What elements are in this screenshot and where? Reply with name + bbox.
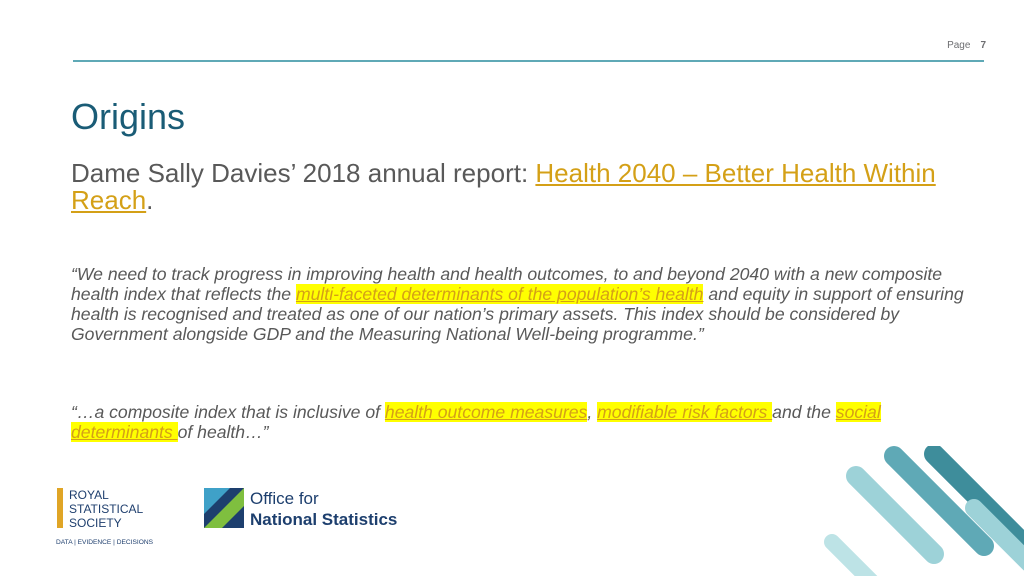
rss-line-3: SOCIETY: [69, 516, 122, 530]
slide-title: Origins: [71, 96, 186, 137]
quote1-highlight-link[interactable]: multi-faceted determinants of the population’s health: [295, 284, 704, 304]
quote1-part1: “We need to track progress in improving health and health outcomes, to and beyond 2040 with a new composite health index that reflects the: [71, 264, 943, 304]
quote-block-1: [71, 264, 986, 344]
ons-logo: [200, 480, 410, 535]
quote2-part1: “…a composite index that is inclusive of: [71, 402, 385, 422]
quote2-sep1: ,: [587, 402, 598, 422]
header-divider: [73, 60, 984, 62]
decorative-bars: [824, 446, 1024, 576]
page-number: 7: [980, 40, 986, 51]
quote2-part2: and the: [772, 402, 836, 422]
ons-line-1: Office for: [250, 489, 319, 508]
rss-line-2: STATISTICAL: [69, 502, 144, 516]
subtitle: [71, 160, 941, 214]
ons-line-2: National Statistics: [250, 510, 398, 529]
quote-block-2: [71, 402, 986, 442]
rss-logo: [55, 486, 175, 548]
page-number-indicator: [947, 40, 986, 51]
subtitle-prefix: Dame Sally Davies’ 2018 annual report:: [71, 158, 536, 188]
ons-emblem-icon: [204, 488, 244, 528]
quote2-highlight-social-determinants[interactable]: social determinants: [71, 402, 881, 442]
subtitle-suffix: .: [146, 185, 154, 215]
deco-bar-4: [832, 542, 874, 576]
quote2-highlight-outcome-measures[interactable]: health outcome measures: [384, 402, 588, 422]
rss-logo-bar: [57, 488, 63, 528]
report-link[interactable]: Health 2040 – Better Health Within Reach: [71, 158, 936, 215]
quote1-part2: and equity in support of ensuring health is recognised and treated as one of our nation’s primary assets. This index should be considered by Government alongside GDP and the Measuring National Well-being programme.”: [71, 284, 964, 344]
page-label: Page: [947, 40, 971, 51]
rss-line-1: ROYAL: [69, 488, 109, 502]
rss-tagline: DATA | EVIDENCE | DECISIONS: [56, 539, 153, 546]
quote2-part3: of health…”: [177, 422, 269, 442]
quote2-highlight-risk-factors[interactable]: modifiable risk factors: [597, 402, 773, 422]
